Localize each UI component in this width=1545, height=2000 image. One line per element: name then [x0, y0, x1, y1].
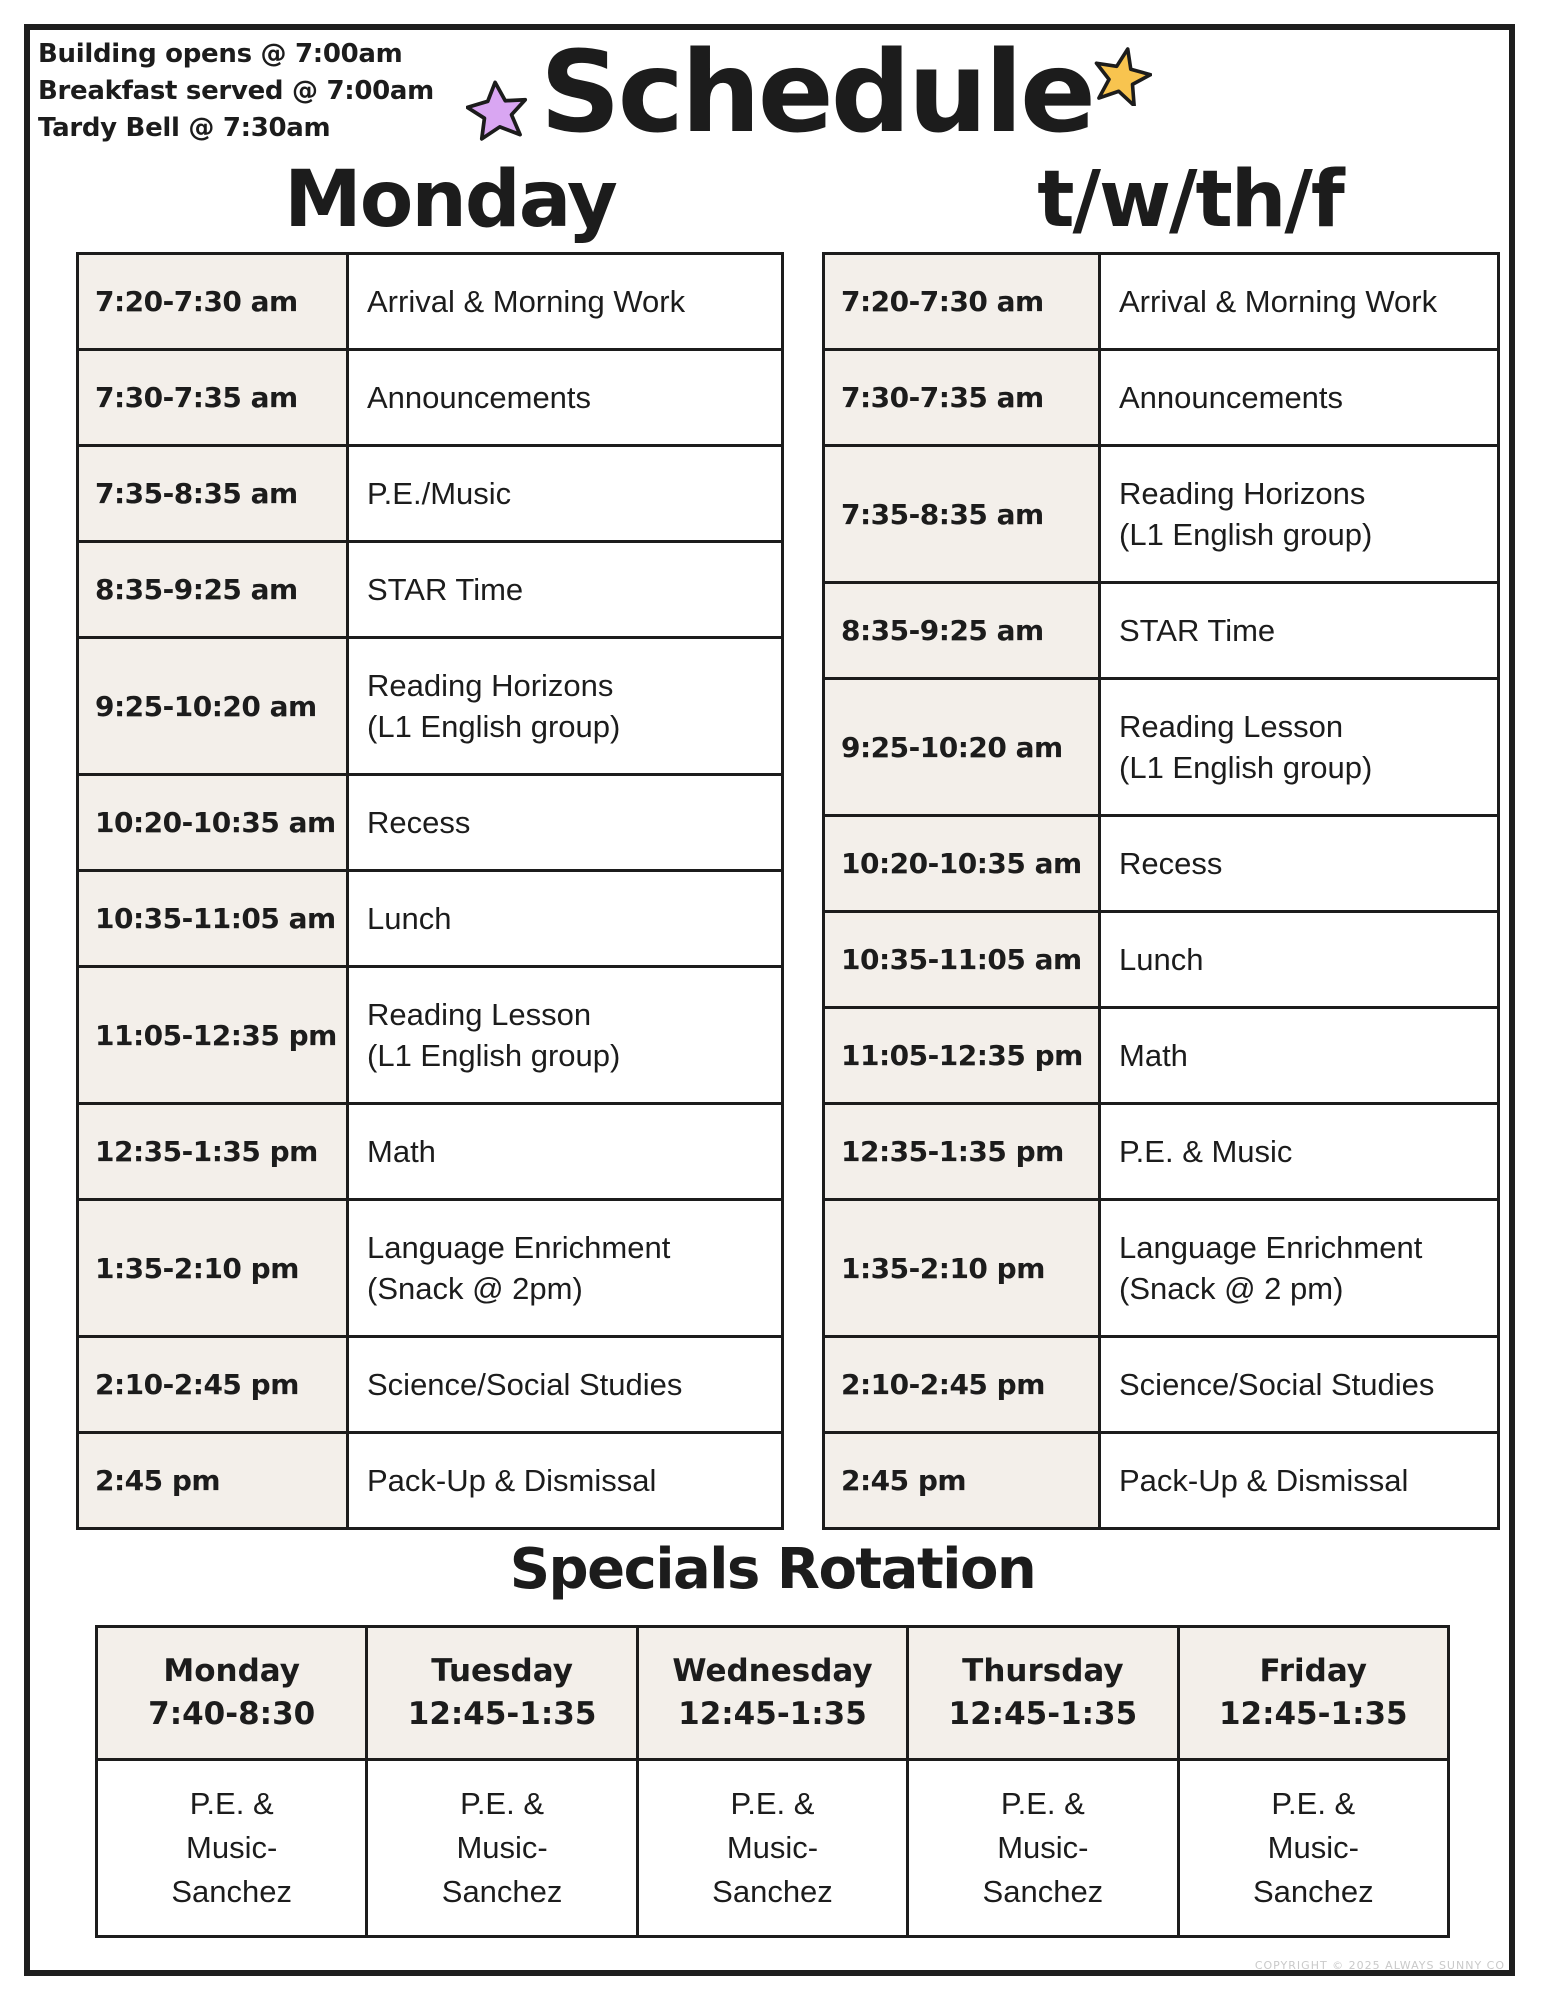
day-name: Tuesday	[431, 1653, 573, 1689]
table-row	[78, 1337, 783, 1433]
activity-text: Arrival & Morning Work	[367, 284, 686, 319]
specials-cell	[637, 1760, 907, 1937]
breakfast-text: Breakfast served @ 7:00am	[38, 76, 434, 106]
time-cell: 8:35-9:25 am	[78, 542, 348, 638]
activity-text: STAR Time	[367, 572, 524, 607]
building-opens-text: Building opens @ 7:00am	[38, 39, 403, 69]
activity-note: (L1 English group)	[367, 1038, 621, 1073]
activity-cell	[348, 254, 783, 350]
star-icon-purple	[466, 80, 528, 142]
table-row	[78, 1104, 783, 1200]
activity-cell	[1100, 350, 1499, 446]
time-cell: 7:35-8:35 am	[824, 446, 1100, 583]
day-time: 12:45-1:35	[948, 1696, 1138, 1732]
table-row	[824, 1008, 1499, 1104]
specials-day-header	[1178, 1627, 1448, 1760]
special-text: Sanchez	[712, 1874, 833, 1909]
activity-text: Reading Lesson	[367, 997, 592, 1032]
activity-text: Announcements	[1119, 380, 1344, 415]
time-cell: 2:10-2:45 pm	[78, 1337, 348, 1433]
time-cell: 12:35-1:35 pm	[824, 1104, 1100, 1200]
activity-cell	[1100, 1337, 1499, 1433]
specials-day-header	[97, 1627, 367, 1760]
time-cell: 11:05-12:35 pm	[78, 967, 348, 1104]
table-row	[824, 350, 1499, 446]
specials-rotation-title: Specials Rotation	[509, 1537, 1036, 1602]
special-text: Music-	[726, 1830, 819, 1865]
special-text: P.E. &	[730, 1786, 815, 1821]
activity-cell	[1100, 912, 1499, 1008]
specials-header-row	[97, 1627, 1449, 1760]
table-row	[78, 350, 783, 446]
activity-cell	[348, 1337, 783, 1433]
activity-cell	[348, 350, 783, 446]
activity-cell	[1100, 1008, 1499, 1104]
activity-cell	[348, 542, 783, 638]
activity-text: Math	[367, 1134, 436, 1169]
special-text: Sanchez	[982, 1874, 1104, 1909]
activity-cell	[1100, 816, 1499, 912]
activity-cell	[348, 775, 783, 871]
table-row	[78, 1433, 783, 1529]
activity-text: Language Enrichment	[1119, 1230, 1423, 1265]
activity-text: Lunch	[367, 901, 452, 936]
activity-cell	[1100, 254, 1499, 350]
activity-text: Reading Horizons	[1119, 476, 1366, 511]
special-text: Sanchez	[171, 1874, 293, 1909]
time-cell: 11:05-12:35 pm	[824, 1008, 1100, 1104]
time-cell: 12:35-1:35 pm	[78, 1104, 348, 1200]
activity-cell	[1100, 583, 1499, 679]
time-cell: 9:25-10:20 am	[78, 638, 348, 775]
time-cell: 1:35-2:10 pm	[78, 1200, 348, 1337]
day-name: Monday	[163, 1653, 300, 1689]
special-text: Music-	[456, 1830, 548, 1865]
time-cell: 7:20-7:30 am	[78, 254, 348, 350]
specials-rotation-table	[95, 1625, 1450, 1938]
activity-text: P.E./Music	[367, 476, 512, 511]
specials-body-row	[97, 1760, 1449, 1937]
activity-text: Arrival & Morning Work	[1119, 284, 1438, 319]
activity-text: Recess	[367, 805, 471, 840]
day-time: 12:45-1:35	[1218, 1696, 1408, 1732]
specials-day-header	[908, 1627, 1178, 1760]
time-cell: 7:35-8:35 am	[78, 446, 348, 542]
activity-text: Announcements	[367, 380, 592, 415]
activity-cell	[1100, 1433, 1499, 1529]
day-name: Thursday	[962, 1653, 1124, 1689]
activity-note: (L1 English group)	[1119, 517, 1373, 552]
activity-note: (Snack @ 2 pm)	[1119, 1271, 1344, 1306]
activity-text: Language Enrichment	[367, 1230, 671, 1265]
time-cell: 2:45 pm	[824, 1433, 1100, 1529]
specials-cell	[908, 1760, 1178, 1937]
time-cell: 9:25-10:20 am	[824, 679, 1100, 816]
time-cell: 7:20-7:30 am	[824, 254, 1100, 350]
star-icon-yellow	[1092, 46, 1152, 106]
specials-cell	[367, 1760, 637, 1937]
activity-text: Science/Social Studies	[1119, 1367, 1435, 1402]
day-time: 12:45-1:35	[678, 1696, 867, 1732]
time-cell: 2:10-2:45 pm	[824, 1337, 1100, 1433]
activity-text: Pack-Up & Dismissal	[367, 1463, 657, 1498]
special-text: Music-	[1267, 1830, 1359, 1865]
table-row	[824, 254, 1499, 350]
activity-note: (L1 English group)	[1119, 750, 1373, 785]
table-row	[78, 1200, 783, 1337]
activity-cell	[348, 871, 783, 967]
special-text: P.E. &	[460, 1786, 545, 1821]
activity-cell	[348, 446, 783, 542]
tardy-bell-text: Tardy Bell @ 7:30am	[38, 113, 331, 143]
table-row	[824, 446, 1499, 583]
copyright-notice: COPYRIGHT © 2025 ALWAYS SUNNY CO	[1254, 1959, 1505, 1972]
table-row	[824, 816, 1499, 912]
activity-text: Reading Horizons	[367, 668, 614, 703]
activity-cell	[348, 967, 783, 1104]
activity-text: Recess	[1119, 846, 1223, 881]
table-row	[78, 638, 783, 775]
table-row	[824, 1200, 1499, 1337]
time-cell: 7:30-7:35 am	[78, 350, 348, 446]
activity-text: Science/Social Studies	[367, 1367, 683, 1402]
special-text: Music-	[186, 1830, 278, 1865]
table-row	[78, 254, 783, 350]
table-row	[78, 542, 783, 638]
monday-heading: Monday	[284, 155, 616, 245]
table-row	[78, 871, 783, 967]
table-row	[78, 967, 783, 1104]
activity-text: Pack-Up & Dismissal	[1119, 1463, 1409, 1498]
table-row	[78, 775, 783, 871]
specials-cell	[97, 1760, 367, 1937]
special-text: P.E. &	[1000, 1786, 1085, 1821]
time-cell: 8:35-9:25 am	[824, 583, 1100, 679]
table-row	[824, 1337, 1499, 1433]
activity-text: P.E. & Music	[1119, 1134, 1293, 1169]
activity-text: Math	[1119, 1038, 1188, 1073]
activity-text: STAR Time	[1119, 613, 1276, 648]
time-cell: 7:30-7:35 am	[824, 350, 1100, 446]
table-row	[824, 583, 1499, 679]
day-name: Wednesday	[672, 1653, 873, 1689]
activity-text: Lunch	[1119, 942, 1204, 977]
time-cell: 10:35-11:05 am	[824, 912, 1100, 1008]
table-row	[824, 1104, 1499, 1200]
activity-cell	[1100, 446, 1499, 583]
time-cell: 1:35-2:10 pm	[824, 1200, 1100, 1337]
building-info	[38, 36, 434, 147]
activity-cell	[348, 638, 783, 775]
page-title: Schedule	[540, 28, 1094, 158]
time-cell: 10:20-10:35 am	[78, 775, 348, 871]
day-time: 7:40-8:30	[148, 1696, 316, 1732]
twthf-heading: t/w/th/f	[1037, 155, 1343, 245]
table-row	[78, 446, 783, 542]
special-text: Sanchez	[1252, 1874, 1374, 1909]
time-cell: 10:20-10:35 am	[824, 816, 1100, 912]
monday-schedule-table	[76, 252, 784, 1530]
specials-day-header	[367, 1627, 637, 1760]
time-cell: 10:35-11:05 am	[78, 871, 348, 967]
special-text: Sanchez	[441, 1874, 563, 1909]
day-time: 12:45-1:35	[407, 1696, 597, 1732]
activity-cell	[348, 1433, 783, 1529]
activity-note: (L1 English group)	[367, 709, 621, 744]
special-text: P.E. &	[1271, 1786, 1356, 1821]
specials-day-header	[637, 1627, 907, 1760]
activity-cell	[348, 1200, 783, 1337]
table-row	[824, 1433, 1499, 1529]
day-name: Friday	[1259, 1653, 1368, 1689]
table-row	[824, 912, 1499, 1008]
activity-note: (Snack @ 2pm)	[367, 1271, 583, 1306]
activity-cell	[1100, 679, 1499, 816]
table-row	[824, 679, 1499, 816]
activity-cell	[348, 1104, 783, 1200]
twthf-schedule-table	[822, 252, 1500, 1530]
activity-cell	[1100, 1200, 1499, 1337]
time-cell: 2:45 pm	[78, 1433, 348, 1529]
special-text: Music-	[997, 1830, 1089, 1865]
activity-cell	[1100, 1104, 1499, 1200]
specials-cell	[1178, 1760, 1448, 1937]
special-text: P.E. &	[189, 1786, 274, 1821]
activity-text: Reading Lesson	[1119, 709, 1344, 744]
